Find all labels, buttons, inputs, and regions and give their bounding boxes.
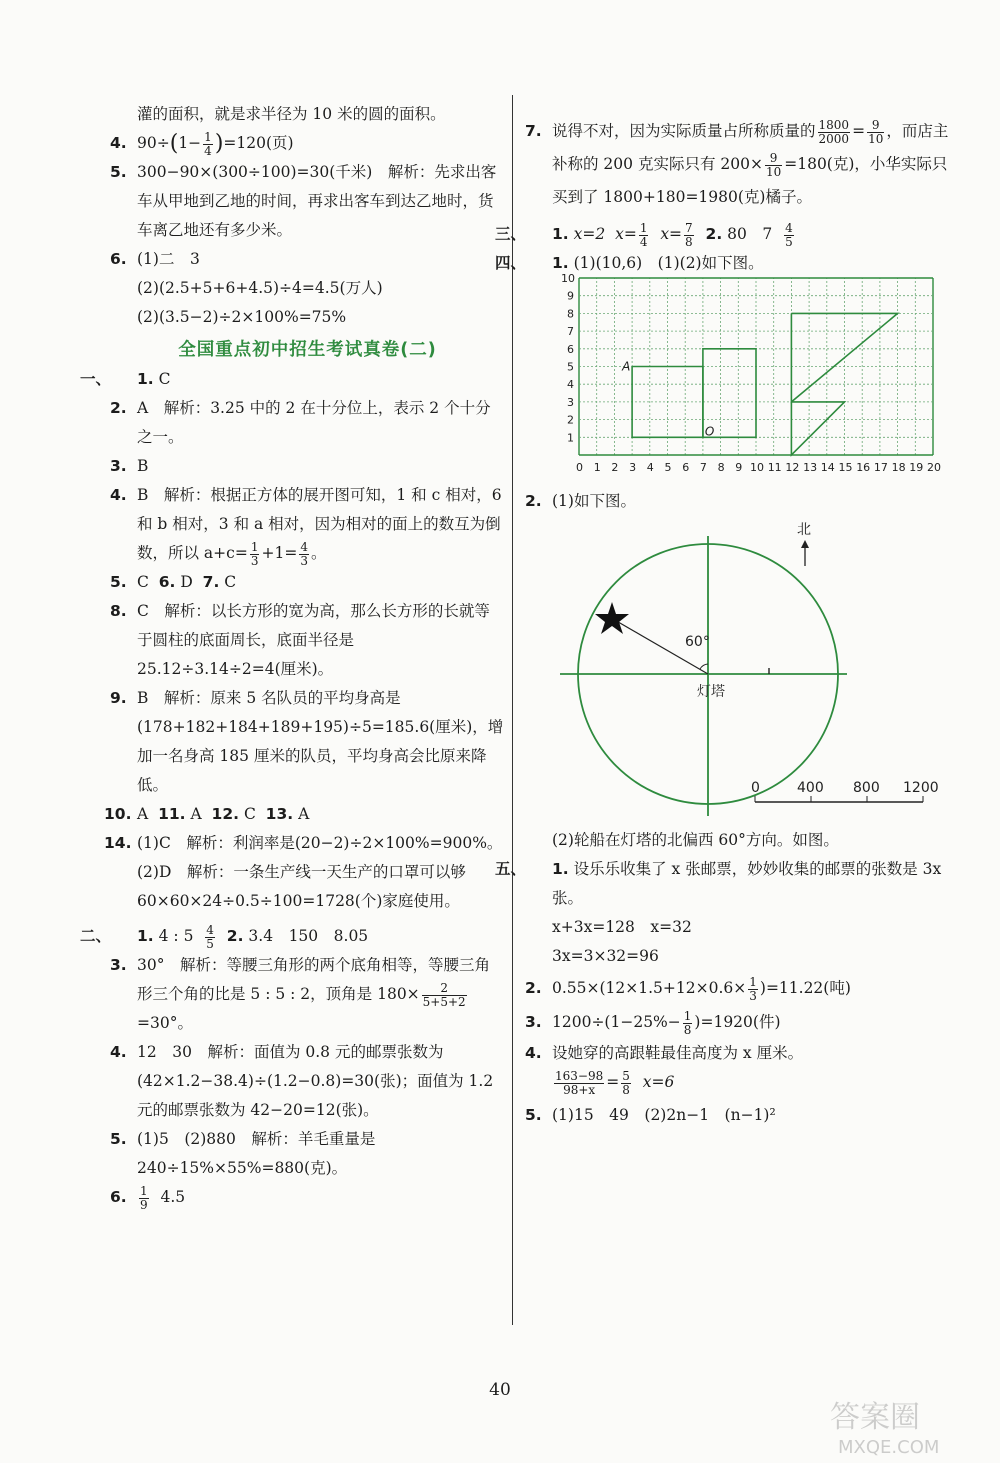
x-tick-label: 8 [717,461,725,474]
x-tick-label: 9 [735,461,743,474]
q1: 一、 1. C [80,370,171,388]
x-tick-label: 10 [750,461,764,474]
y-tick-label: 2 [567,413,574,427]
x-tick-label: 11 [767,461,782,474]
x-tick-label: 13 [803,461,818,474]
x-tick-label: 15 [838,461,853,474]
coordinate-grid-figure [525,272,950,487]
tower-label: 灯塔 [697,684,725,700]
right-column [495,115,950,1130]
x-tick-label: 18 [891,461,906,474]
label-o: O [704,424,715,439]
q8: 8. C 解析：以长方形的宽为高，那么长方形的长就等于圆柱的底面周长，底面半径是 25.12÷3.14÷2=4(厘米)。 [110,602,490,678]
r3: 3. 30° 解析：等腰三角形的两个底角相等，等腰三角形三个角的比是 5 : 5 : 2，顶角是 180× $\frac{2}{5+5+2}$ =30°。 [110,956,490,1032]
compass-figure [525,516,950,816]
y-tick-label: 5 [567,360,574,374]
section-3: 三、 1. x=2 x= $\frac{1}{4}$ x= $\frac{7}{8}$ 2. 80 7 $\frac{4}{5}$ [495,220,793,249]
q3: 3. B [110,457,149,475]
x-tick-label: 14 [820,461,835,474]
section-4-q2-part2: (2)轮船在灯塔的北偏西 60°方向。如图。 [552,831,839,849]
y-tick-label: 7 [567,325,574,339]
section-4-q1: 四、 1. (1)(10,6) (1)(2)如下图。 [495,254,764,272]
x-tick-label: 2 [611,461,619,474]
answer-5: 5. 300−90×(300÷100)=30(千米) 解析：先求出客车从甲地到乙地的时间，再求出客车到达乙地时，货车离乙地还有多少米。 [110,163,497,239]
label-a: A [622,359,631,374]
x-tick-label: 12 [785,461,800,474]
section-title: 全国重点初中招生考试真卷(二) [178,340,437,360]
section-5-q4: 4. 设她穿的高跟鞋最佳高度为 x 厘米。 $\frac{163-98}{98+x}$ = $\frac{5}{8}$ x=6 [525,1044,804,1097]
svg-text:答案圈: 答案圈 [830,1400,920,1435]
section-5-q5: 5. (1)15 49 (2)2n−1 (n−1)² [525,1106,776,1124]
svg-text:0: 0 [751,780,760,796]
angle-arc [700,664,708,669]
y-tick-label: 9 [567,289,574,303]
answer-4: 4. 90÷(1− $\frac{1}{4}$ )=120(页) [110,129,294,158]
q9: 9. B 解析：原来 5 名队员的平均身高是(178+182+184+189+195)÷5=185.6(厘米)，增加一名身高 185 厘米的队员，平均身高会比原来降低。 [110,689,504,794]
y-tick-label: 3 [567,395,574,409]
q14: 14. (1)C 解析：利润率是(20−2)÷2×100%=900%。 (2)D 解析：一条生产线一天生产的口罩可以够 60×60×24÷0.5÷100=1728(个)家庭使用。 [104,834,503,910]
q2: 2. A 解析：3.25 中的 2 在十分位上，表示 2 个十分之一。 [110,399,491,446]
r5: 5. (1)5 (2)880 解析：羊毛重量是 240÷15%×55%=880(克)。 [110,1130,376,1177]
svg-text:400: 400 [797,780,824,796]
answer-7: 7. 说得不对，因为实际质量占所称质量的 $\frac{1800}{2000}$ = $\frac{9}{10}$ ，而店主补称的 200 克实际只有 200× $\frac{9}{10}$ =180(克)，小华实际只买到了 1800+180=1980(克)橘子。 [525,117,949,206]
q4: 4. B 解析：根据正方体的展开图可知，1 和 c 相对，6 和 b 相对，3 和 a 相对，因为相对的面上的数互为倒数，所以 a+c= $\frac{1}{3}$ +1= $\frac{4}{3}$ 。 [110,486,502,568]
r4: 4. 12 30 解析：面值为 0.8 元的邮票张数为(42×1.2−38.4)÷(1.2−0.8)=30(张)；面值为 1.2元的邮票张数为 42−20=12(张)。 [110,1043,494,1119]
x-tick-label: 6 [682,461,690,474]
column-divider [512,95,513,1325]
section-5-q3: 3. 1200÷(1−25%− $\frac{1}{8}$ )=1920(件) [525,1008,781,1037]
x-tick-label: 20 [927,461,941,474]
continuation-text: 灌的面积，就是求半径为 10 米的圆的面积。 [137,105,446,123]
angle-label: 60° [685,634,710,650]
svg-text:800: 800 [853,780,880,796]
star-ship-icon [595,602,629,634]
section-4-q2: 2. (1)如下图。 [525,492,636,510]
x-tick-label: 4 [646,461,654,474]
x-tick-label: 17 [873,461,888,474]
x-tick-label: 1 [593,461,601,474]
svg-text:MXQE.COM: MXQE.COM [838,1437,940,1458]
section-5-q2: 2. 0.55×(12×1.5+12×0.6× $\frac{1}{3}$ )=11.22(吨) [525,974,851,1003]
r6: 6. $\frac{1}{9}$ 4.5 [110,1183,186,1212]
y-tick-label: 1 [567,431,574,445]
north-label: 北 [797,522,811,538]
x-tick-label: 3 [629,461,637,474]
left-column [80,100,505,1212]
q10-13: 10. A 11. A 12. C 13. A [104,805,310,823]
small-trapezoid-shape [791,402,844,455]
x-tick-label: 0 [576,461,583,474]
x-tick-label: 19 [909,461,924,474]
answer-6: 6. (1)二 3 (2)(2.5+5+6+4.5)÷4=4.5(万人) (2)(3.5−2)÷2×100%=75% [110,250,383,326]
x-tick-label: 7 [699,461,707,474]
q5-7: 5. C 6. D 7. C [110,573,237,591]
x-tick-label: 5 [664,461,672,474]
y-tick-label: 4 [567,378,574,392]
page-number: 40 [489,1380,511,1400]
r1-2: 二、 1. 4 : 5 $\frac{4}{5}$ 2. 3.4 150 8.05 [80,922,369,951]
section-5-q1: 五、 1. 设乐乐收集了 x 张邮票，妙妙收集的邮票的张数是 3x 张。 x+3x=128 x=32 3x=3×32=96 [495,860,942,965]
x-tick-label: 16 [856,461,871,474]
north-arrow-head [801,540,809,548]
y-tick-label: 10 [561,272,575,285]
y-tick-label: 6 [567,342,574,356]
watermark-logo [800,1395,990,1457]
y-tick-label: 8 [567,307,574,321]
svg-text:1200: 1200 [903,780,939,796]
